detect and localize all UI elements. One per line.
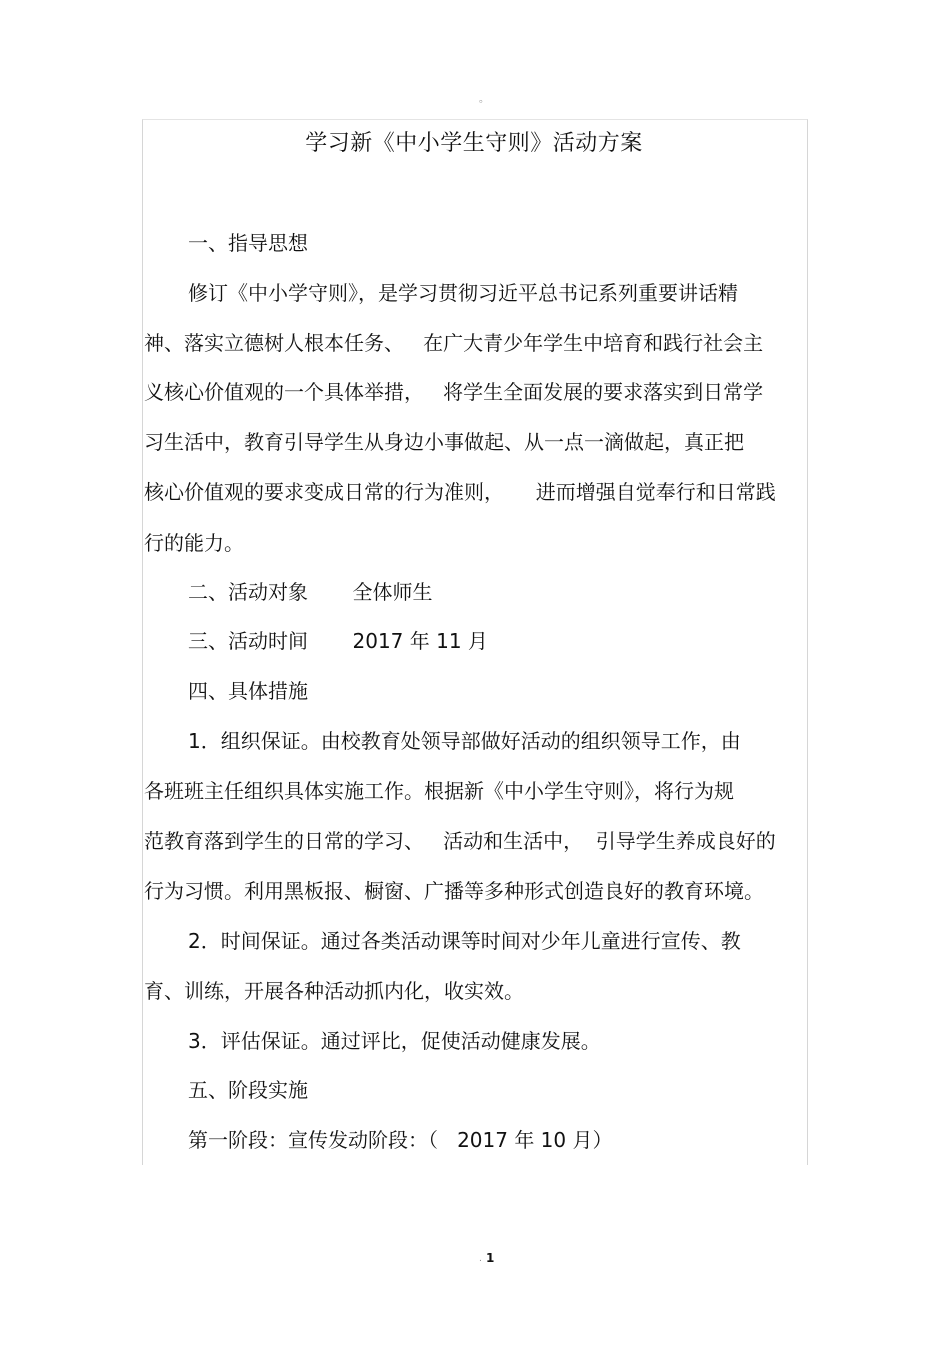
paragraph-line: 范教育落到学生的日常的学习、 活动和生活中， 引导学生养成良好的 bbox=[144, 829, 776, 853]
footer-dot: . bbox=[479, 1254, 482, 1264]
paragraph-line: 核心价值观的要求变成日常的行为准则， 进而增强自觉奉行和日常践 bbox=[144, 480, 776, 504]
paragraph-line: 第一阶段：宣传发动阶段：（ 2017 年 10 月） bbox=[188, 1128, 613, 1152]
paragraph-line: 各班班主任组织具体实施工作。根据新《中小学生守则》，将行为规 bbox=[144, 779, 734, 803]
section-heading-2: 二、活动对象 全体师生 bbox=[188, 580, 433, 604]
section-heading-5: 五、阶段实施 bbox=[188, 1078, 308, 1102]
paragraph-line: 1．组织保证。由校教育处领导部做好活动的组织领导工作，由 bbox=[188, 729, 741, 753]
section-heading-3: 三、活动时间 2017 年 11 月 bbox=[188, 629, 488, 653]
header-mark: 。 bbox=[479, 94, 489, 105]
paragraph-line: 义核心价值观的一个具体举措， 将学生全面发展的要求落实到日常学 bbox=[144, 380, 764, 404]
paragraph-line: 育、训练，开展各种活动抓内化，收实效。 bbox=[144, 979, 524, 1003]
paragraph-line: 修订《中小学守则》，是学习贯彻习近平总书记系列重要讲话精 bbox=[188, 281, 738, 305]
paragraph-line: 神、落实立德树人根本任务、 在广大青少年学生中培育和践行社会主 bbox=[144, 331, 764, 355]
paragraph-line: 行为习惯。利用黑板报、橱窗、广播等多种形式创造良好的教育环境。 bbox=[144, 879, 764, 903]
section-heading-1: 一、指导思想 bbox=[188, 231, 308, 255]
section-heading-4: 四、具体措施 bbox=[188, 679, 308, 703]
document-title: 学习新《中小学生守则》活动方案 bbox=[305, 131, 643, 156]
page-number: 1 bbox=[486, 1251, 495, 1265]
paragraph-line: 行的能力。 bbox=[144, 531, 244, 555]
paragraph-line: 习生活中，教育引导学生从身边小事做起、从一点一滴做起，真正把 bbox=[144, 430, 744, 454]
paragraph-line: 2．时间保证。通过各类活动课等时间对少年儿童进行宣传、教 bbox=[188, 929, 741, 953]
paragraph-line: 3．评估保证。通过评比，促使活动健康发展。 bbox=[188, 1029, 601, 1053]
